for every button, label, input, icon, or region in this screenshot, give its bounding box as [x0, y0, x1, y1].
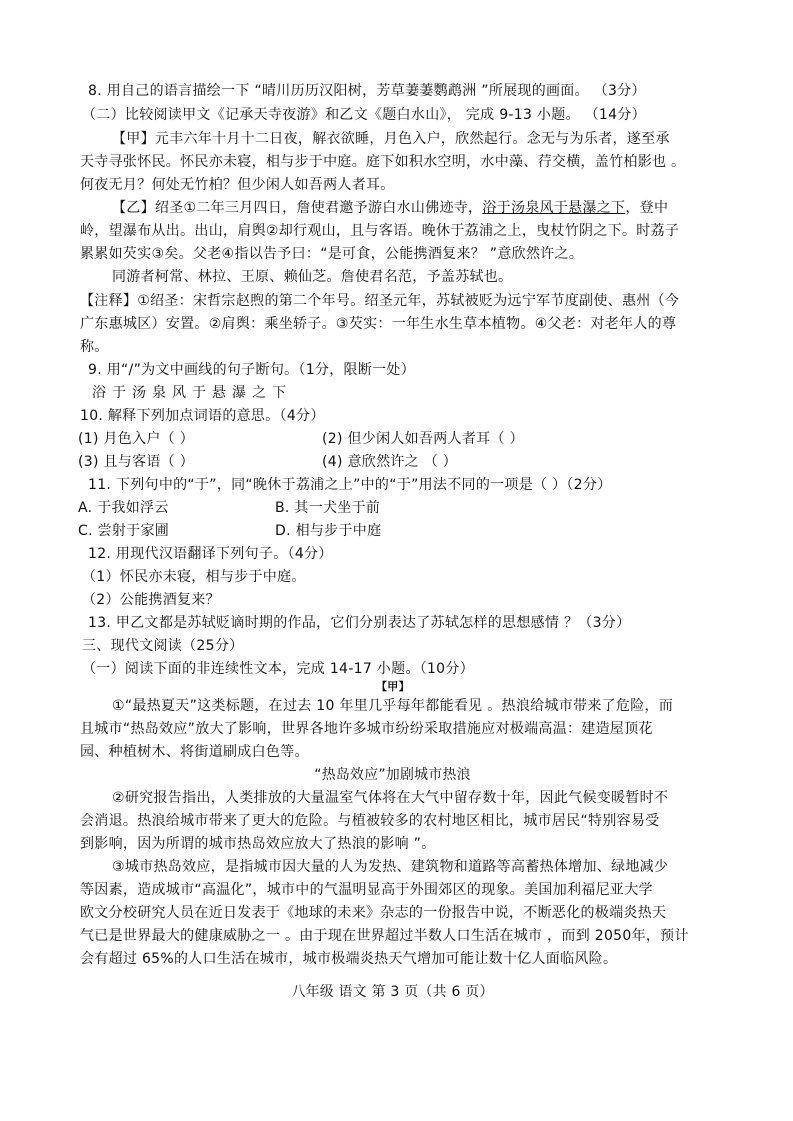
paragraph-3-line: 会有超过 65%的人口生活在城市，城市极端炎热天气增加可能让数十亿人面临风险。	[80, 951, 618, 967]
paragraph-1-line: 且城市“热岛效应”放大了影响，世界各地许多城市纷纷采取措施应对极端高温：建造屋顶花	[80, 721, 653, 737]
paragraph-3-line: 等因素，造成城市“高温化”，城市中的气温明显高于外围郊区的现象。美国加利福尼亚大学	[80, 882, 653, 898]
question-13: 13. 甲乙文都是苏轼贬谪时期的作品，它们分别表达了苏轼怎样的思想感情 ？（3分）	[88, 615, 631, 631]
section-3-heading: 三、现代文阅读（25分）	[82, 638, 244, 654]
paragraph-2-line: 到影响，因为所谓的城市热岛效应放大了热浪的影响 ”。	[80, 836, 436, 852]
paragraph-3-line: 欧文分校研究人员在近日发表于《地球的未来》杂志的一份报告中说，不断恶化的极端炎热天	[80, 905, 667, 921]
jia-text-line: 天寺寻张怀民。怀民亦未寝，相与步于中庭。庭下如积水空明，水中藻、荇交横，盖竹柏影也 。	[80, 154, 686, 170]
yi-underlined-sentence: 浴于汤泉风于悬瀑之下	[482, 200, 626, 216]
jia-text-line: 【甲】元丰六年十月十二日夜，解衣欲睡，月色入户，欣然起行。念无与为乐者，遂至承	[112, 131, 670, 147]
question-10-item: (1) 月色入户（ ）	[78, 431, 195, 447]
question-10-item: (4) 意欣然许之 （ ）	[322, 454, 458, 470]
article-subtitle: “热岛效应”加剧城市热浪	[314, 767, 471, 783]
question-12-item: （1）怀民亦未寝，相与步于中庭。	[82, 569, 306, 585]
jia-label: 【甲】	[376, 680, 410, 693]
question-12: 12. 用现代汉语翻译下列句子。（4分）	[88, 546, 333, 562]
paragraph-3-line: ③城市热岛效应，是指城市因大量的人为发热、建筑物和道路等高蓄热体增加、绿地减少	[112, 859, 669, 875]
section-2-heading: （二）比较阅读甲文《记承天寺夜游》和乙文《题白水山》， 完成 9-13 小题。 （14分）	[82, 107, 646, 123]
paragraph-2-line: ②研究报告指出，人类排放的大量温室气体将在大气中留存数十年，因此气候变暖暂时不	[112, 790, 669, 806]
question-10: 10. 解释下列加点词语的意思。（4分）	[80, 408, 325, 424]
yi-text-line: 累累如芡实③矣。父老④指以告予曰：“是可食，公能携酒复来？ ”意欣然许之。	[80, 246, 584, 262]
yi-text-line	[112, 198, 668, 218]
yi-text-b: ，登中	[625, 200, 669, 216]
paragraph-2-line: 会消退。热浪给城市带来了更大的危险。与植被较多的农村地区相比，城市居民“特别容易受	[80, 813, 660, 829]
section-3-1-heading: （一）阅读下面的非连续性文本，完成 14-17 小题。（10分）	[82, 661, 474, 677]
paragraph-1-line: ①“最热夏天”这类标题，在过去 10 年里几乎每年都能看见 。热浪给城市带来了危险，而	[112, 698, 674, 714]
paragraph-1-line: 园、种植树木、将街道刷成白色等。	[80, 744, 309, 760]
jia-text-line: 何夜无月？何处无竹柏？但少闲人如吾两人者耳。	[80, 177, 395, 193]
question-10-item: (3) 且与客语（ ）	[78, 454, 195, 470]
question-11-option: C. 尝射于家圃	[78, 523, 170, 539]
yi-text-line: 岭，望瀑布从出。出山，肩舆②却行观山，且与客语。晚休于荔浦之上，曳杖竹阴之下。时荔子	[80, 223, 680, 239]
notes-line: 称。	[80, 339, 109, 355]
question-8: 8. 用自己的语言描绘一下 “晴川历历汉阳树，芳草萋萋鹦鹉洲 ”所展现的画面。 （3分）	[88, 83, 646, 99]
question-11-option: B. 其一犬坐于前	[275, 500, 381, 516]
page-footer: 八年级 语文 第 3 页（共 6 页）	[291, 984, 494, 1000]
yi-text-line: 同游者柯常、林拉、王原、赖仙芝。詹使君名范，予盖苏轼也。	[112, 269, 513, 285]
question-11-option: A. 于我如浮云	[78, 500, 169, 516]
question-11-option: D. 相与步于中庭	[275, 523, 382, 539]
paragraph-3-line: 气已是世界最大的健康威胁之一 。由于现在世界超过半数人口生活在城市 ，而到 2050年，预计	[80, 928, 689, 944]
yi-text-a: 【乙】绍圣①二年三月四日，詹使君邀予游白水山佛迹寺，	[112, 200, 483, 216]
notes-line: 广东惠城区）安置。②肩舆：乘坐轿子。③芡实：一年生水生草本植物。④父老：对老年人的尊	[80, 316, 677, 332]
question-12-item: （2）公能携酒复来？	[82, 592, 220, 608]
question-10-item: (2) 但少闲人如吾两人者耳（ ）	[322, 431, 524, 447]
question-11: 11. 下列句中的“于”，同“晚休于荔浦之上”中的“于”用法不同的一项是（ ）（2分）	[88, 477, 612, 493]
question-9: 9. 用“/”为文中画线的句子断句。（1分，限断一处）	[88, 362, 416, 378]
notes-line: 【注释】①绍圣：宋哲宗赵煦的第二个年号。绍圣元年，苏轼被贬为远宁军节度副使、惠州（今	[80, 293, 680, 309]
question-9-sentence: 浴于汤泉风于悬瀑之下	[92, 385, 292, 401]
